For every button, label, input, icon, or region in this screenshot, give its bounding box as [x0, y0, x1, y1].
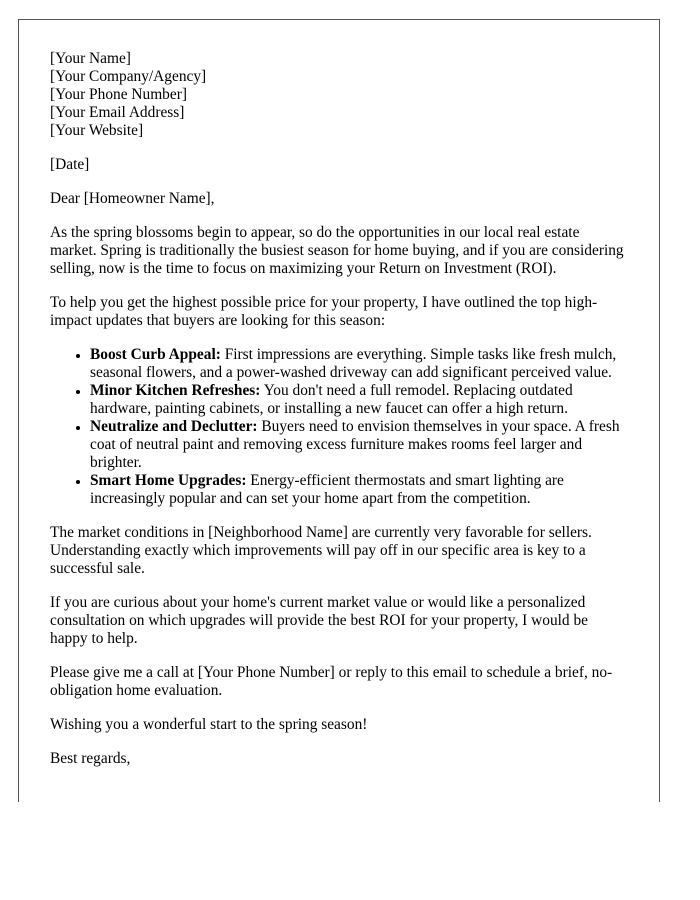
sender-name: [Your Name] [50, 50, 131, 67]
list-item [90, 472, 628, 508]
sender-company: [Your Company/Agency] [50, 68, 207, 85]
list-item [90, 418, 628, 472]
tips-list [50, 346, 628, 508]
tip-text: Buyers need to envision themselves in your space. A fresh coat of neutral paint and removing excess furniture makes rooms feel larger and brighter. [90, 418, 620, 471]
letter-body [50, 50, 628, 784]
sender-block [50, 50, 628, 140]
sender-website: [Your Website] [50, 122, 144, 139]
tip-title: Boost Curb Appeal: [90, 346, 221, 363]
letter-page [18, 19, 660, 802]
tip-title: Neutralize and Declutter: [90, 418, 258, 435]
wish-paragraph: Wishing you a wonderful start to the spring season! [50, 716, 368, 733]
tip-title: Minor Kitchen Refreshes: [90, 382, 261, 399]
tip-text: Energy-efficient thermostats and smart lighting are increasingly popular and can set your home apart from the competition. [90, 472, 564, 507]
list-item [90, 382, 628, 418]
sender-email: [Your Email Address] [50, 104, 185, 121]
list-item [90, 346, 628, 382]
market-paragraph: The market conditions in [Neighborhood Name] are currently very favorable for sellers. Understanding exactly which improvements will pay off in our specific area is key to a successful sale. [50, 524, 592, 577]
salutation: Dear [Homeowner Name], [50, 190, 215, 207]
intro-paragraph: As the spring blossoms begin to appear, so do the opportunities in our local real estate market. Spring is traditionally the busiest season for home buying, and if you are considering selling, now is the time to focus on maximizing your Return on Investment (ROI). [50, 224, 624, 277]
closing: Best regards, [50, 750, 131, 767]
sender-phone: [Your Phone Number] [50, 86, 187, 103]
tip-text: First impressions are everything. Simple tasks like fresh mulch, seasonal flowers, and a power-washed driveway can add significant perceived value. [90, 346, 617, 381]
cta-paragraph: Please give me a call at [Your Phone Number] or reply to this email to schedule a brief, no-obligation home evaluation. [50, 664, 613, 699]
tip-text: You don't need a full remodel. Replacing outdated hardware, painting cabinets, or installing a new faucet can offer a high return. [90, 382, 573, 417]
lead-in-paragraph: To help you get the highest possible price for your property, I have outlined the top high-impact updates that buyers are looking for this season: [50, 294, 598, 329]
letter-date: [Date] [50, 156, 90, 173]
tip-title: Smart Home Upgrades: [90, 472, 247, 489]
offer-paragraph: If you are curious about your home's current market value or would like a personalized consultation on which upgrades will provide the best ROI for your property, I would be happy to help. [50, 594, 588, 647]
